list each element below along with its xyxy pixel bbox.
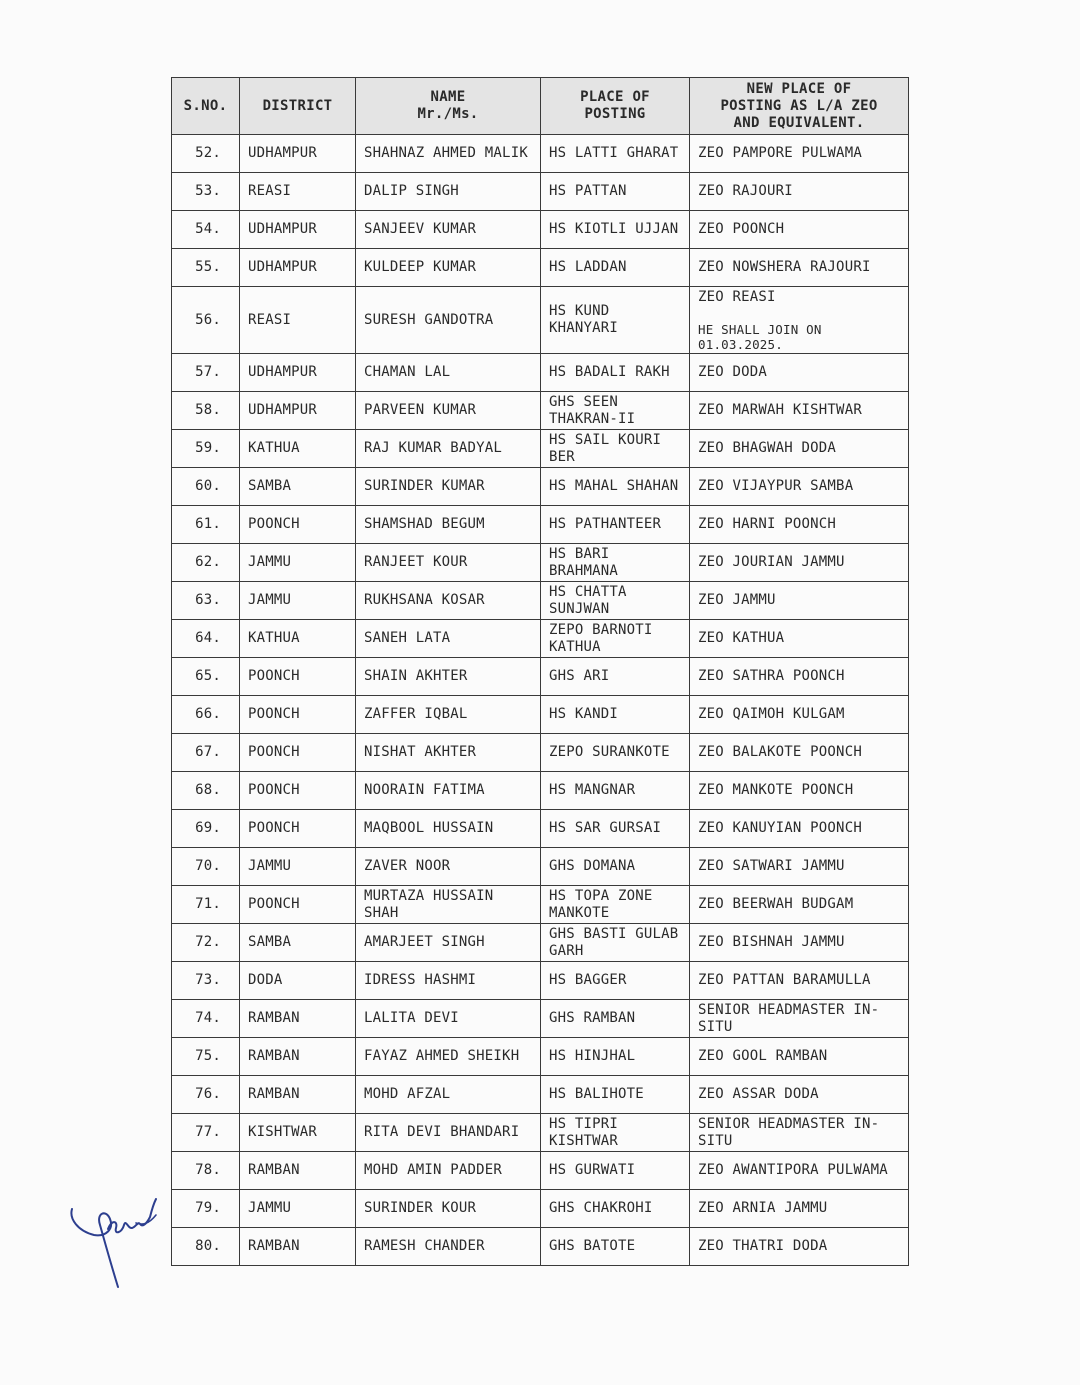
cell-district: POONCH xyxy=(240,734,356,772)
header-row xyxy=(172,78,909,135)
cell-new-place: ZEO NOWSHERA RAJOURI xyxy=(690,249,909,287)
table-row xyxy=(172,173,909,211)
cell-sno: 53. xyxy=(172,173,240,211)
cell-new-place: ZEO THATRI DODA xyxy=(690,1228,909,1266)
cell-place: HS KANDI xyxy=(541,696,690,734)
cell-name: RANJEET KOUR xyxy=(356,544,541,582)
cell-place: HS BAGGER xyxy=(541,962,690,1000)
cell-place: GHS DOMANA xyxy=(541,848,690,886)
cell-place: GHS BATOTE xyxy=(541,1228,690,1266)
cell-sno: 58. xyxy=(172,392,240,430)
table-row xyxy=(172,287,909,354)
cell-district: REASI xyxy=(240,287,356,354)
cell-sno: 78. xyxy=(172,1152,240,1190)
table-row xyxy=(172,734,909,772)
cell-name: PARVEEN KUMAR xyxy=(356,392,541,430)
cell-name: MAQBOOL HUSSAIN xyxy=(356,810,541,848)
table-row xyxy=(172,658,909,696)
cell-new-place: ZEO JAMMU xyxy=(690,582,909,620)
cell-place: HS TIPRI KISHTWAR xyxy=(541,1114,690,1152)
cell-place: GHS SEEN THAKRAN-II xyxy=(541,392,690,430)
cell-sno: 75. xyxy=(172,1038,240,1076)
cell-sno: 72. xyxy=(172,924,240,962)
cell-place: HS MAHAL SHAHAN xyxy=(541,468,690,506)
cell-sno: 56. xyxy=(172,287,240,354)
cell-district: POONCH xyxy=(240,506,356,544)
new-place-text: ZEO REASI xyxy=(698,288,776,305)
cell-name: LALITA DEVI xyxy=(356,1000,541,1038)
cell-place: HS GURWATI xyxy=(541,1152,690,1190)
cell-district: KISHTWAR xyxy=(240,1114,356,1152)
cell-sno: 66. xyxy=(172,696,240,734)
cell-name: RAJ KUMAR BADYAL xyxy=(356,430,541,468)
joining-note: HE SHALL JOIN ON 01.03.2025. xyxy=(698,321,822,352)
cell-name: KULDEEP KUMAR xyxy=(356,249,541,287)
cell-district: RAMBAN xyxy=(240,1076,356,1114)
cell-new-place: ZEO POONCH xyxy=(690,211,909,249)
cell-place: HS BALIHOTE xyxy=(541,1076,690,1114)
cell-place: GHS CHAKROHI xyxy=(541,1190,690,1228)
table-row xyxy=(172,962,909,1000)
cell-district: JAMMU xyxy=(240,582,356,620)
cell-new-place: ZEO QAIMOH KULGAM xyxy=(690,696,909,734)
cell-place: HS LATTI GHARAT xyxy=(541,135,690,173)
cell-sno: 63. xyxy=(172,582,240,620)
cell-district: POONCH xyxy=(240,658,356,696)
cell-district: POONCH xyxy=(240,696,356,734)
cell-district: RAMBAN xyxy=(240,1228,356,1266)
cell-place: GHS BASTI GULAB GARH xyxy=(541,924,690,962)
cell-place: HS CHATTA SUNJWAN xyxy=(541,582,690,620)
cell-name: RUKHSANA KOSAR xyxy=(356,582,541,620)
cell-place: HS HINJHAL xyxy=(541,1038,690,1076)
table-row xyxy=(172,848,909,886)
cell-place: HS KIOTLI UJJAN xyxy=(541,211,690,249)
table-row xyxy=(172,620,909,658)
cell-place: HS LADDAN xyxy=(541,249,690,287)
cell-place: HS PATHANTEER xyxy=(541,506,690,544)
cell-district: UDHAMPUR xyxy=(240,249,356,287)
cell-place: HS SAR GURSAI xyxy=(541,810,690,848)
cell-name: AMARJEET SINGH xyxy=(356,924,541,962)
cell-new-place: ZEO KANUYIAN POONCH xyxy=(690,810,909,848)
cell-place: GHS RAMBAN xyxy=(541,1000,690,1038)
cell-district: KATHUA xyxy=(240,620,356,658)
table-row xyxy=(172,468,909,506)
table-row xyxy=(172,772,909,810)
cell-new-place: ZEO PATTAN BARAMULLA xyxy=(690,962,909,1000)
cell-sno: 52. xyxy=(172,135,240,173)
cell-district: JAMMU xyxy=(240,1190,356,1228)
cell-sno: 74. xyxy=(172,1000,240,1038)
cell-district: REASI xyxy=(240,173,356,211)
cell-name: SURINDER KUMAR xyxy=(356,468,541,506)
header-sno: S.NO. xyxy=(172,78,240,135)
cell-sno: 70. xyxy=(172,848,240,886)
table-row xyxy=(172,211,909,249)
cell-sno: 67. xyxy=(172,734,240,772)
cell-sno: 62. xyxy=(172,544,240,582)
cell-district: RAMBAN xyxy=(240,1000,356,1038)
cell-district: UDHAMPUR xyxy=(240,354,356,392)
table-row xyxy=(172,1228,909,1266)
cell-sno: 73. xyxy=(172,962,240,1000)
cell-name: SURINDER KOUR xyxy=(356,1190,541,1228)
cell-district: JAMMU xyxy=(240,848,356,886)
cell-new-place: ZEO BALAKOTE POONCH xyxy=(690,734,909,772)
cell-new-place: ZEO VIJAYPUR SAMBA xyxy=(690,468,909,506)
cell-name: SURESH GANDOTRA xyxy=(356,287,541,354)
cell-district: SAMBA xyxy=(240,468,356,506)
cell-district: POONCH xyxy=(240,886,356,924)
cell-name: DALIP SINGH xyxy=(356,173,541,211)
cell-district: POONCH xyxy=(240,810,356,848)
cell-new-place: ZEO PAMPORE PULWAMA xyxy=(690,135,909,173)
table-row xyxy=(172,249,909,287)
cell-sno: 71. xyxy=(172,886,240,924)
cell-sno: 61. xyxy=(172,506,240,544)
table-body xyxy=(172,135,909,1266)
cell-new-place: ZEO KATHUA xyxy=(690,620,909,658)
cell-district: UDHAMPUR xyxy=(240,135,356,173)
cell-new-place: ZEO SATHRA POONCH xyxy=(690,658,909,696)
cell-new-place: ZEO MANKOTE POONCH xyxy=(690,772,909,810)
cell-name: NISHAT AKHTER xyxy=(356,734,541,772)
cell-district: RAMBAN xyxy=(240,1152,356,1190)
cell-sno: 65. xyxy=(172,658,240,696)
header-district: DISTRICT xyxy=(240,78,356,135)
cell-district: DODA xyxy=(240,962,356,1000)
cell-sno: 79. xyxy=(172,1190,240,1228)
cell-name: SHAMSHAD BEGUM xyxy=(356,506,541,544)
cell-sno: 59. xyxy=(172,430,240,468)
cell-sno: 57. xyxy=(172,354,240,392)
table-row xyxy=(172,696,909,734)
cell-sno: 77. xyxy=(172,1114,240,1152)
table-row xyxy=(172,506,909,544)
cell-name: MOHD AFZAL xyxy=(356,1076,541,1114)
cell-sno: 60. xyxy=(172,468,240,506)
posting-table xyxy=(171,77,909,1266)
cell-new-place: ZEO JOURIAN JAMMU xyxy=(690,544,909,582)
cell-new-place: ZEO SATWARI JAMMU xyxy=(690,848,909,886)
table-row xyxy=(172,135,909,173)
cell-district: POONCH xyxy=(240,772,356,810)
cell-new-place: ZEO DODA xyxy=(690,354,909,392)
header-place: PLACE OF POSTING xyxy=(541,78,690,135)
cell-district: JAMMU xyxy=(240,544,356,582)
cell-district: SAMBA xyxy=(240,924,356,962)
table-row xyxy=(172,544,909,582)
table-row xyxy=(172,1114,909,1152)
table-row xyxy=(172,354,909,392)
cell-sno: 55. xyxy=(172,249,240,287)
cell-new-place: ZEO ASSAR DODA xyxy=(690,1076,909,1114)
cell-district: KATHUA xyxy=(240,430,356,468)
cell-name: SHAIN AKHTER xyxy=(356,658,541,696)
cell-name: SANJEEV KUMAR xyxy=(356,211,541,249)
table-row xyxy=(172,1190,909,1228)
cell-name: SANEH LATA xyxy=(356,620,541,658)
cell-district: UDHAMPUR xyxy=(240,392,356,430)
header-new-place: NEW PLACE OF POSTING AS L/A ZEO AND EQUIVALENT. xyxy=(690,78,909,135)
cell-new-place: ZEO BEERWAH BUDGAM xyxy=(690,886,909,924)
cell-place: ZEPO BARNOTI KATHUA xyxy=(541,620,690,658)
cell-name: FAYAZ AHMED SHEIKH xyxy=(356,1038,541,1076)
table-row xyxy=(172,886,909,924)
cell-new-place: ZEO MARWAH KISHTWAR xyxy=(690,392,909,430)
table-row xyxy=(172,1076,909,1114)
cell-place: HS BARI BRAHMANA xyxy=(541,544,690,582)
cell-new-place: ZEO GOOL RAMBAN xyxy=(690,1038,909,1076)
cell-new-place: ZEO AWANTIPORA PULWAMA xyxy=(690,1152,909,1190)
cell-sno: 69. xyxy=(172,810,240,848)
cell-new-place xyxy=(690,287,909,354)
cell-place: HS MANGNAR xyxy=(541,772,690,810)
table-row xyxy=(172,582,909,620)
cell-name: IDRESS HASHMI xyxy=(356,962,541,1000)
cell-sno: 64. xyxy=(172,620,240,658)
cell-new-place: ZEO RAJOURI xyxy=(690,173,909,211)
cell-sno: 68. xyxy=(172,772,240,810)
cell-sno: 76. xyxy=(172,1076,240,1114)
cell-sno: 54. xyxy=(172,211,240,249)
cell-new-place: ZEO ARNIA JAMMU xyxy=(690,1190,909,1228)
cell-name: SHAHNAZ AHMED MALIK xyxy=(356,135,541,173)
signature xyxy=(66,1195,166,1295)
cell-place: ZEPO SURANKOTE xyxy=(541,734,690,772)
cell-place: HS TOPA ZONE MANKOTE xyxy=(541,886,690,924)
table-row xyxy=(172,1038,909,1076)
cell-new-place: SENIOR HEADMASTER IN-SITU xyxy=(690,1114,909,1152)
cell-place: HS KUND KHANYARI xyxy=(541,287,690,354)
table-row xyxy=(172,1000,909,1038)
cell-place: GHS ARI xyxy=(541,658,690,696)
cell-new-place: ZEO HARNI POONCH xyxy=(690,506,909,544)
cell-name: CHAMAN LAL xyxy=(356,354,541,392)
cell-new-place: SENIOR HEADMASTER IN-SITU xyxy=(690,1000,909,1038)
cell-name: MOHD AMIN PADDER xyxy=(356,1152,541,1190)
cell-place: HS BADALI RAKH xyxy=(541,354,690,392)
table-row xyxy=(172,392,909,430)
table-row xyxy=(172,1152,909,1190)
cell-name: RAMESH CHANDER xyxy=(356,1228,541,1266)
cell-name: ZAFFER IQBAL xyxy=(356,696,541,734)
cell-new-place: ZEO BISHNAH JAMMU xyxy=(690,924,909,962)
cell-place: HS PATTAN xyxy=(541,173,690,211)
cell-name: MURTAZA HUSSAIN SHAH xyxy=(356,886,541,924)
table-row xyxy=(172,924,909,962)
cell-name: ZAVER NOOR xyxy=(356,848,541,886)
cell-name: NOORAIN FATIMA xyxy=(356,772,541,810)
cell-name: RITA DEVI BHANDARI xyxy=(356,1114,541,1152)
header-name: NAME Mr./Ms. xyxy=(356,78,541,135)
cell-district: UDHAMPUR xyxy=(240,211,356,249)
table-row xyxy=(172,430,909,468)
cell-place: HS SAIL KOURI BER xyxy=(541,430,690,468)
table-row xyxy=(172,810,909,848)
table-header xyxy=(172,78,909,135)
cell-district: RAMBAN xyxy=(240,1038,356,1076)
cell-new-place: ZEO BHAGWAH DODA xyxy=(690,430,909,468)
cell-sno: 80. xyxy=(172,1228,240,1266)
